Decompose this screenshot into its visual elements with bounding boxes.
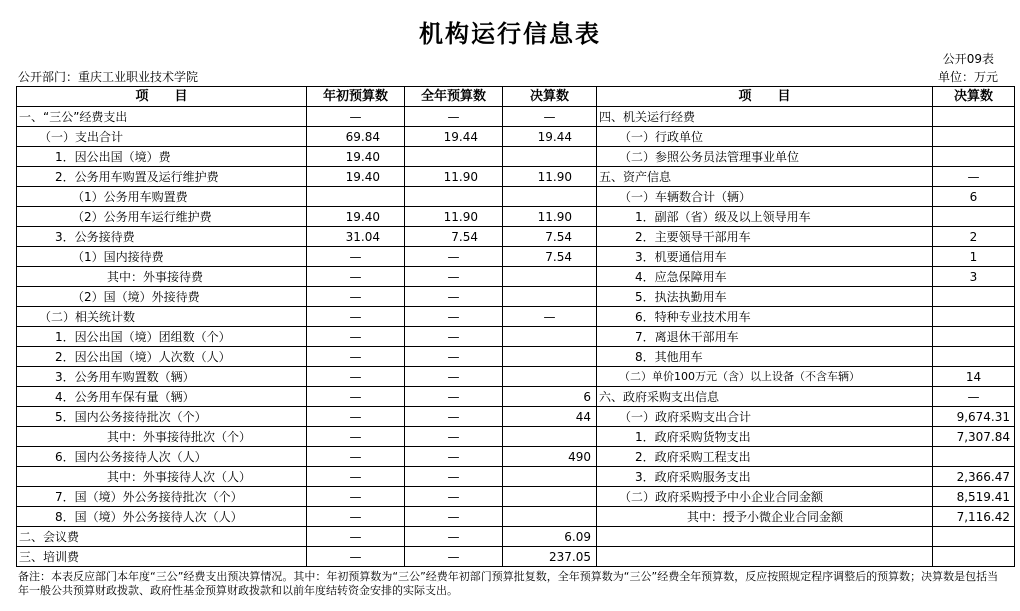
right-final-accounts-cell bbox=[933, 447, 1015, 467]
full-year-budget-cell: 7.54 bbox=[405, 227, 503, 247]
full-year-budget-cell: — bbox=[405, 507, 503, 527]
initial-budget-cell: — bbox=[307, 467, 405, 487]
full-year-budget-cell: — bbox=[405, 467, 503, 487]
initial-budget-cell: — bbox=[307, 347, 405, 367]
initial-budget-cell: — bbox=[307, 387, 405, 407]
initial-budget-cell: — bbox=[307, 307, 405, 327]
right-final-accounts-cell: — bbox=[933, 167, 1015, 187]
right-final-accounts-cell: 1 bbox=[933, 247, 1015, 267]
final-accounts-cell bbox=[503, 187, 597, 207]
initial-budget-cell: 19.40 bbox=[307, 147, 405, 167]
right-final-accounts-cell bbox=[933, 327, 1015, 347]
table-row bbox=[17, 207, 1015, 227]
table-row bbox=[17, 327, 1015, 347]
initial-budget-cell: 31.04 bbox=[307, 227, 405, 247]
row-label: 其中：外事接待费 bbox=[17, 267, 307, 287]
footnote: 备注：本表反应部门本年度“三公”经费支出预决算情况。其中：年初预算数为“三公”经费年初部门预算批复数，全年预算数为“三公”经费全年预算数，反应按照规定程序调整后的预算数；决算数是包括当年一般公共预算财政拨款、政府性基金预算财政拨款和以前年度结转资金安排的实际支出。 bbox=[18, 570, 999, 597]
header-item: 项 目 bbox=[17, 87, 307, 107]
right-final-accounts-cell: 9,674.31 bbox=[933, 407, 1015, 427]
table-row bbox=[17, 407, 1015, 427]
row-label: 3．公务用车购置数（辆） bbox=[17, 367, 307, 387]
right-final-accounts-cell bbox=[933, 127, 1015, 147]
final-accounts-cell: 6.09 bbox=[503, 527, 597, 547]
full-year-budget-cell: 11.90 bbox=[405, 207, 503, 227]
final-accounts-cell: 7.54 bbox=[503, 247, 597, 267]
initial-budget-cell: — bbox=[307, 427, 405, 447]
table-row bbox=[17, 427, 1015, 447]
right-final-accounts-cell bbox=[933, 307, 1015, 327]
right-row-label: 2．政府采购工程支出 bbox=[597, 447, 933, 467]
full-year-budget-cell: — bbox=[405, 327, 503, 347]
right-final-accounts-cell: 2,366.47 bbox=[933, 467, 1015, 487]
final-accounts-cell bbox=[503, 267, 597, 287]
header-final-accounts-right: 决算数 bbox=[933, 87, 1015, 107]
row-label: 一、“三公”经费支出 bbox=[17, 107, 307, 127]
initial-budget-cell: — bbox=[307, 507, 405, 527]
table-row bbox=[17, 547, 1015, 567]
right-final-accounts-cell bbox=[933, 547, 1015, 567]
initial-budget-cell: — bbox=[307, 547, 405, 567]
right-final-accounts-cell bbox=[933, 527, 1015, 547]
right-row-label: 4．应急保障用车 bbox=[597, 267, 933, 287]
full-year-budget-cell: — bbox=[405, 527, 503, 547]
row-label: （二）相关统计数 bbox=[17, 307, 307, 327]
row-label: 2．因公出国（境）人次数（人） bbox=[17, 347, 307, 367]
row-label: 3．公务接待费 bbox=[17, 227, 307, 247]
initial-budget-cell: — bbox=[307, 247, 405, 267]
right-row-label: 1．政府采购货物支出 bbox=[597, 427, 933, 447]
right-row-label: 四、机关运行经费 bbox=[597, 107, 933, 127]
right-row-label: （一）政府采购支出合计 bbox=[597, 407, 933, 427]
right-row-label: （一）车辆数合计（辆） bbox=[597, 187, 933, 207]
table-row bbox=[17, 187, 1015, 207]
right-row-label: 1．副部（省）级及以上领导用车 bbox=[597, 207, 933, 227]
right-row-label bbox=[597, 527, 933, 547]
header-initial-budget: 年初预算数 bbox=[307, 87, 405, 107]
page-title: 机构运行信息表 bbox=[419, 20, 601, 48]
department-label: 公开部门：重庆工业职业技术学院 bbox=[18, 70, 199, 84]
final-accounts-cell: 490 bbox=[503, 447, 597, 467]
final-accounts-cell: 6 bbox=[503, 387, 597, 407]
table-row bbox=[17, 527, 1015, 547]
right-final-accounts-cell: 3 bbox=[933, 267, 1015, 287]
right-row-label: 7．离退休干部用车 bbox=[597, 327, 933, 347]
row-label: 5．国内公务接待批次（个） bbox=[17, 407, 307, 427]
full-year-budget-cell: — bbox=[405, 387, 503, 407]
right-row-label: 六、政府采购支出信息 bbox=[597, 387, 933, 407]
right-row-label: （二）政府采购授予中小企业合同金额 bbox=[597, 487, 933, 507]
right-final-accounts-cell bbox=[933, 287, 1015, 307]
full-year-budget-cell: — bbox=[405, 267, 503, 287]
table-row bbox=[17, 307, 1015, 327]
table-row bbox=[17, 267, 1015, 287]
right-final-accounts-cell bbox=[933, 107, 1015, 127]
table-row bbox=[17, 147, 1015, 167]
right-row-label: 6．特种专业技术用车 bbox=[597, 307, 933, 327]
initial-budget-cell: — bbox=[307, 527, 405, 547]
right-final-accounts-cell: 7,307.84 bbox=[933, 427, 1015, 447]
right-final-accounts-cell: 2 bbox=[933, 227, 1015, 247]
header-final-accounts: 决算数 bbox=[503, 87, 597, 107]
final-accounts-cell bbox=[503, 347, 597, 367]
full-year-budget-cell: 19.44 bbox=[405, 127, 503, 147]
full-year-budget-cell: — bbox=[405, 107, 503, 127]
right-final-accounts-cell bbox=[933, 347, 1015, 367]
right-final-accounts-cell: 14 bbox=[933, 367, 1015, 387]
info-table bbox=[16, 86, 1015, 567]
header-item-right: 项 目 bbox=[597, 87, 933, 107]
full-year-budget-cell: — bbox=[405, 247, 503, 267]
initial-budget-cell: — bbox=[307, 407, 405, 427]
row-label: 1．因公出国（境）团组数（个） bbox=[17, 327, 307, 347]
table-row bbox=[17, 227, 1015, 247]
initial-budget-cell: — bbox=[307, 487, 405, 507]
initial-budget-cell: — bbox=[307, 107, 405, 127]
final-accounts-cell bbox=[503, 367, 597, 387]
table-row bbox=[17, 447, 1015, 467]
row-label: 6．国内公务接待人次（人） bbox=[17, 447, 307, 467]
initial-budget-cell: — bbox=[307, 447, 405, 467]
right-row-label: （一）行政单位 bbox=[597, 127, 933, 147]
row-label: 三、培训费 bbox=[17, 547, 307, 567]
full-year-budget-cell bbox=[405, 147, 503, 167]
initial-budget-cell: 19.40 bbox=[307, 207, 405, 227]
final-accounts-cell: 44 bbox=[503, 407, 597, 427]
initial-budget-cell: — bbox=[307, 327, 405, 347]
table-row bbox=[17, 127, 1015, 147]
row-label: 2．公务用车购置及运行维护费 bbox=[17, 167, 307, 187]
right-final-accounts-cell bbox=[933, 207, 1015, 227]
right-row-label: 五、资产信息 bbox=[597, 167, 933, 187]
right-row-label: （二）参照公务员法管理事业单位 bbox=[597, 147, 933, 167]
right-final-accounts-cell: 8,519.41 bbox=[933, 487, 1015, 507]
initial-budget-cell: 69.84 bbox=[307, 127, 405, 147]
row-label: 4．公务用车保有量（辆） bbox=[17, 387, 307, 407]
final-accounts-cell: 11.90 bbox=[503, 207, 597, 227]
row-label: （1）公务用车购置费 bbox=[17, 187, 307, 207]
row-label: （2）公务用车运行维护费 bbox=[17, 207, 307, 227]
full-year-budget-cell: — bbox=[405, 307, 503, 327]
table-row bbox=[17, 367, 1015, 387]
row-label: 二、会议费 bbox=[17, 527, 307, 547]
table-row bbox=[17, 467, 1015, 487]
final-accounts-cell bbox=[503, 467, 597, 487]
table-row bbox=[17, 387, 1015, 407]
final-accounts-cell: — bbox=[503, 107, 597, 127]
full-year-budget-cell: — bbox=[405, 407, 503, 427]
right-final-accounts-cell: 7,116.42 bbox=[933, 507, 1015, 527]
initial-budget-cell: — bbox=[307, 287, 405, 307]
full-year-budget-cell bbox=[405, 187, 503, 207]
full-year-budget-cell: 11.90 bbox=[405, 167, 503, 187]
final-accounts-cell bbox=[503, 327, 597, 347]
right-row-label bbox=[597, 547, 933, 567]
row-label: 其中：外事接待人次（人） bbox=[17, 467, 307, 487]
right-row-label: 其中：授予小微企业合同金额 bbox=[597, 507, 933, 527]
table-row bbox=[17, 347, 1015, 367]
table-row bbox=[17, 487, 1015, 507]
table-header-row bbox=[17, 87, 1015, 107]
row-label: 其中：外事接待批次（个） bbox=[17, 427, 307, 447]
row-label: （一）支出合计 bbox=[17, 127, 307, 147]
full-year-budget-cell: — bbox=[405, 487, 503, 507]
table-row bbox=[17, 287, 1015, 307]
right-row-label: 8．其他用车 bbox=[597, 347, 933, 367]
final-accounts-cell: — bbox=[503, 307, 597, 327]
form-number: 公开09表 bbox=[942, 52, 994, 66]
row-label: 1．因公出国（境）费 bbox=[17, 147, 307, 167]
full-year-budget-cell: — bbox=[405, 287, 503, 307]
final-accounts-cell bbox=[503, 147, 597, 167]
full-year-budget-cell: — bbox=[405, 367, 503, 387]
final-accounts-cell bbox=[503, 287, 597, 307]
table-row bbox=[17, 167, 1015, 187]
full-year-budget-cell: — bbox=[405, 347, 503, 367]
final-accounts-cell: 11.90 bbox=[503, 167, 597, 187]
full-year-budget-cell: — bbox=[405, 547, 503, 567]
right-row-label: 2．主要领导干部用车 bbox=[597, 227, 933, 247]
row-label: （1）国内接待费 bbox=[17, 247, 307, 267]
table-row bbox=[17, 247, 1015, 267]
final-accounts-cell: 19.44 bbox=[503, 127, 597, 147]
right-row-label: （二）单价100万元（含）以上设备（不含车辆） bbox=[597, 367, 933, 387]
right-final-accounts-cell: — bbox=[933, 387, 1015, 407]
initial-budget-cell: — bbox=[307, 367, 405, 387]
row-label: 8．国（境）外公务接待人次（人） bbox=[17, 507, 307, 527]
row-label: （2）国（境）外接待费 bbox=[17, 287, 307, 307]
header-full-year-budget: 全年预算数 bbox=[405, 87, 503, 107]
final-accounts-cell bbox=[503, 427, 597, 447]
right-row-label: 5．执法执勤用车 bbox=[597, 287, 933, 307]
table-row bbox=[17, 107, 1015, 127]
row-label: 7．国（境）外公务接待批次（个） bbox=[17, 487, 307, 507]
final-accounts-cell: 237.05 bbox=[503, 547, 597, 567]
right-row-label: 3．机要通信用车 bbox=[597, 247, 933, 267]
final-accounts-cell bbox=[503, 507, 597, 527]
initial-budget-cell: — bbox=[307, 267, 405, 287]
initial-budget-cell: 19.40 bbox=[307, 167, 405, 187]
full-year-budget-cell: — bbox=[405, 427, 503, 447]
unit-label: 单位：万元 bbox=[937, 70, 998, 84]
right-final-accounts-cell: 6 bbox=[933, 187, 1015, 207]
full-year-budget-cell: — bbox=[405, 447, 503, 467]
table-row bbox=[17, 507, 1015, 527]
initial-budget-cell bbox=[307, 187, 405, 207]
right-final-accounts-cell bbox=[933, 147, 1015, 167]
right-row-label: 3．政府采购服务支出 bbox=[597, 467, 933, 487]
final-accounts-cell: 7.54 bbox=[503, 227, 597, 247]
final-accounts-cell bbox=[503, 487, 597, 507]
